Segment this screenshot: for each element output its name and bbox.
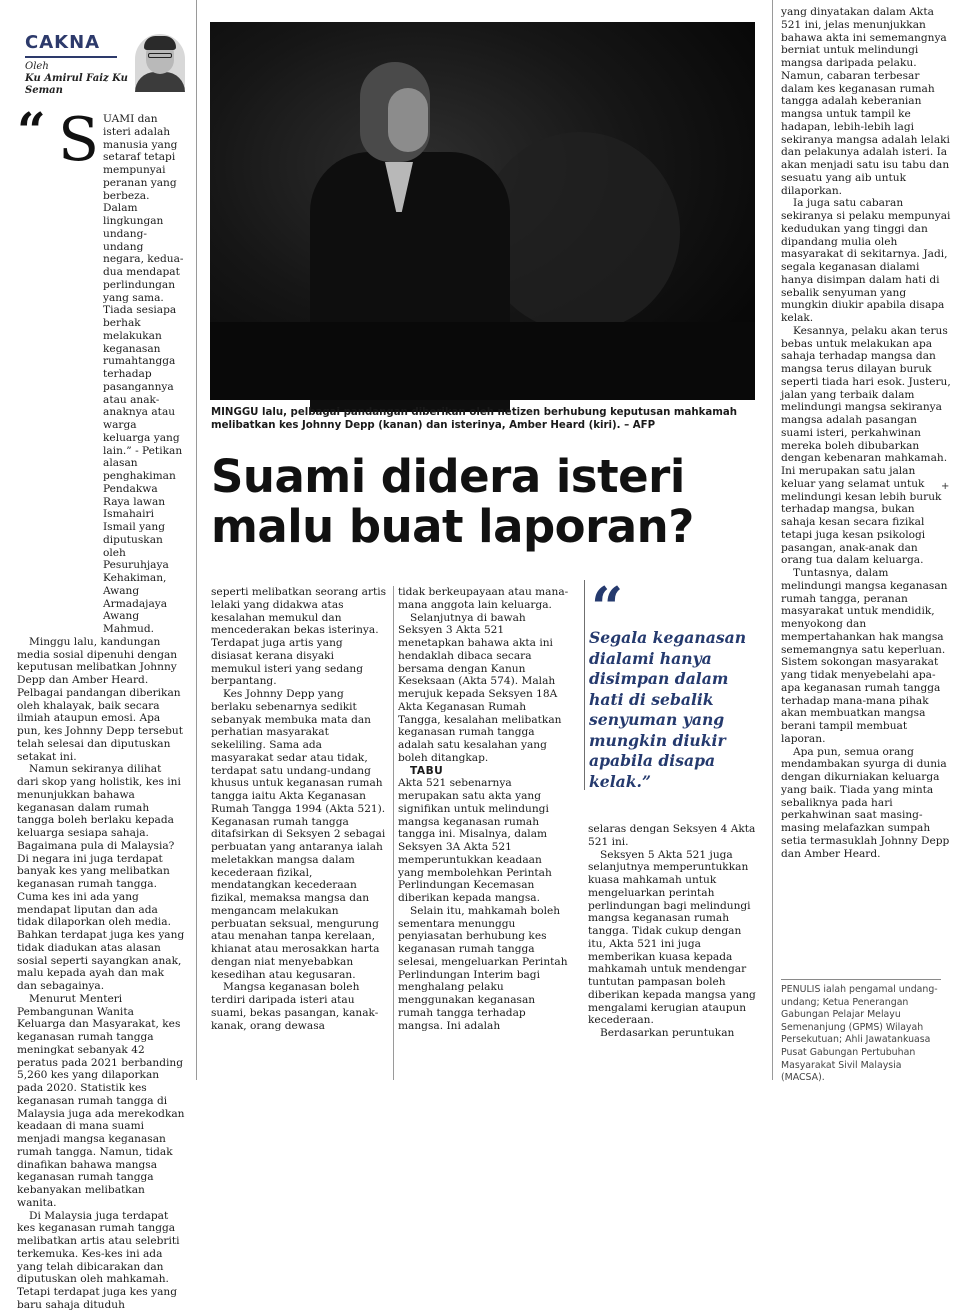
photo-blurred-figure [480, 132, 680, 332]
column-divider-1 [196, 0, 197, 1080]
pullquote: Segala keganasan dialami hanya disimpan dalam hati di sebalik senyuman yang mungkin diukir apabila disapa kelak.” [589, 628, 747, 791]
headline: Suami didera isteri malu buat laporan? [211, 450, 694, 553]
col3-para-3: Akta 521 sebenarnya merupakan satu akta yang signifikan untuk melindungi mangsa keganasan rumah tangga ini. Misalnya, dalam Seksyen 3A Akta 521 memperuntukkan keadaan yang membolehkan Perintah Perlindungan Kecemasan diberikan kepada mangsa. [398, 777, 552, 904]
photo-figure-face [388, 88, 428, 152]
registration-mark-icon: + [941, 481, 950, 492]
article-column-1 [17, 113, 185, 1312]
opening-quote-mark: “ [17, 101, 46, 160]
photo-caption: MINGGU lalu, pelbagai pandangan diberikan oleh netizen berhubung keputusan mahkamah melibatkan kes Johnny Depp (kanan) dan isterinya, Amber Heard (kiri). – AFP [211, 407, 738, 431]
column-divider-2 [393, 586, 394, 1080]
col5-para-1: yang dinyatakan dalam Akta 521 ini, jelas menunjukkan bahawa akta ini sememangnya berniat untuk melindungi mangsa daripada pelaku. Namun, cabaran terbesar dalam kes keganasan rumah tangga adalah keberanian mangsa untuk tampil ke hadapan, lebih-lebih lagi sekiranya mangsa adalah lelaki dan pelakunya adalah isteri. Ia akan menjadi satu isu tabu dan sesuatu yang aib untuk dilaporkan. [781, 6, 950, 197]
pullquote-rule [584, 580, 585, 790]
col4-para-2: Seksyen 5 Akta 521 juga selanjutnya memperuntukkan kuasa mahkamah untuk mengeluarkan perintah perlindungan bagi melindungi mangsa keganasan rumah tangga. Tidak cukup dengan itu, Akta 521 ini juga memberikan kuasa kepada mahkamah untuk mendengar tuntutan pampasan boleh diberikan kepada mangsa yang mengalami kerugian ataupun kecederaan. [588, 848, 756, 1027]
col2-para-1: seperti melibatkan seorang artis lelaki yang didakwa atas kesalahan memukul dan mencederakan bekas isterinya. Terdapat juga artis yang disiasat kerana disyaki memukul isteri yang sedang berpantang. [211, 586, 387, 688]
author-portrait-icon [135, 34, 185, 90]
byline [25, 61, 129, 97]
photo-foreground [210, 322, 755, 400]
col5-para-3: Kesannya, pelaku akan terus bebas untuk melakukan apa sahaja terhadap mangsa dan mangsa terus dilayan buruk seperti tiada hari esok. Justeru, jalan yang terbaik dalam melindungi mangsa sekiranya mangsa adalah pasangan suami isteri, perkahwinan mereka boleh dibubarkan dengan kebenaran mahkamah. Ini merupakan satu jalan keluar yang selamat untuk melindungi kesan lebih buruk terhadap mangsa, bukan sahaja kesan secara fizikal tetapi juga kesan psikologi pasangan, anak-anak dan orang tua dalam keluarga. [781, 324, 951, 567]
portrait-glasses [148, 53, 172, 58]
courtroom-photo-icon [210, 22, 755, 400]
column-header [17, 28, 183, 96]
col5-para-5: Apa pun, semua orang mendambakan syurga di dunia dengan dikurniakan keluarga yang baik. Tiada yang minta sebaliknya pada hari perkahwinan saat masing-masing melafazkan sumpah setia termasuklah Johnny Depp dan Amber Heard. [781, 745, 950, 860]
col3-para-2: Selanjutnya di bawah Seksyen 3 Akta 521 menetapkan bahawa akta ini hendaklah dibaca secara bersama dengan Kanun Keseksaan (Akta 574). Malah merujuk kepada Seksyen 18A Akta Keganasan Rumah Tangga, kesalahan melibatkan keganasan rumah tangga adalah satu kesalahan yang boleh ditangkap. [398, 611, 562, 764]
byline-prefix: Oleh [25, 61, 49, 72]
column-divider-3 [772, 0, 773, 1080]
col1-para-4: Menurut Menteri Pembangunan Wanita Keluarga dan Masyarakat, kes keganasan rumah tangga meningkat sebanyak 42 peratus pada 2021 berbanding 5,260 kes yang dilaporkan pada 2020. Statistik kes keganasan rumah tangga di Malaysia juga ada merekodkan keadaan di mana suami menjadi mangsa keganasan rumah tangga. Namun, tidak dinafikan bahawa mangsa keganasan rumah tangga kebanyakan melibatkan wanita. [17, 992, 185, 1209]
article-column-4 [588, 823, 760, 1040]
article-column-2 [211, 586, 387, 1032]
article-column-3 [398, 586, 570, 1032]
author-note: PENULIS ialah pengamal undang-undang; Ketua Penerangan Gabungan Pelajar Melayu Semenanjung (GPMS) Wilayah Persekutuan; Ahli Jawatankuasa Pusat Gabungan Pertubuhan Masyarakat Sivil Malaysia (MACSA). [781, 984, 938, 1084]
col1-para-3: Namun sekiranya dilihat dari skop yang holistik, kes ini menunjukkan bahawa keganasan dalam rumah tangga boleh berlaku kepada keluarga sesiapa sahaja. Bagaimana pula di Malaysia? Di negara ini juga terdapat banyak kes yang melibatkan keganasan rumah tangga. Cuma kes ini ada yang mendapat liputan dan ada tidak dilaporkan oleh media. Bahkan terdapat juga kes yang tidak diadukan atas alasan sosial seperti sayangkan anak, malu kepada ayah dan mak dan sebagainya. [17, 763, 185, 992]
subhead-tabu: TABU [410, 764, 444, 777]
col1-para-1: UAMI dan isteri adalah manusia yang setaraf tetapi mempunyai peranan yang berbeza. Dalam lingkungan undang-undang negara, kedua-dua mendapat perlindungan yang sama. Tiada sesiapa berhak melakukan keganasan rumahtangga terhadap pasangannya atau anak-anaknya atau warga keluarga yang lain.” - Petikan alasan penghakiman Pendakwa Raya lawan Ismahairi Ismail yang diputuskan oleh Pesuruhjaya Kehakiman, Awang Armadajaya Awang Mahmud. [103, 113, 184, 635]
col1-para-2: Minggu lalu, kandungan media sosial dipenuhi dengan keputusan melibatkan Johnny Depp dan Amber Heard. Pelbagai pandangan diberikan oleh khalayak, baik secara ilmiah ataupun emosi. Apa pun, kes Johnny Depp tersebut telah selesai dan diputuskan setakat ini. [17, 635, 183, 763]
col1-para-5: Di Malaysia juga terdapat kes keganasan rumah tangga melibatkan artis atau selebriti terkemuka. Kes-kes ini ada yang telah dibicarakan dan diputuskan oleh mahkamah. Tetapi terdapat juga kes yang baru sahaja dituduh [17, 1209, 180, 1311]
article-column-5 [781, 6, 951, 860]
col2-para-3: Mangsa keganasan boleh terdiri daripada isteri atau suami, bekas pasangan, kanak-kanak, orang dewasa [211, 981, 379, 1032]
pullquote-mark: “ [591, 575, 624, 641]
dropcap-letter: S [58, 105, 100, 175]
author-name: Ku Amirul Faiz Ku Seman [25, 73, 128, 96]
column-label-rule [25, 56, 117, 58]
col3-para-1: tidak berkeupayaan atau mana-mana anggota lain keluarga. [398, 586, 569, 611]
portrait-shoulders [135, 72, 185, 92]
col4-para-3: Berdasarkan peruntukan [600, 1027, 735, 1039]
col5-para-4: Tuntasnya, dalam melindungi mangsa keganasan rumah tangga, peranan masyarakat untuk mendidik, menyokong dan mempertahankan hak mangsa sememangnya satu keperluan. Sistem sokongan masyarakat yang tidak menyebelahi apa-apa keganasan rumah tangga terhadap mana-mana pihak akan membuatkan mangsa berani tampil membuat laporan. [781, 567, 948, 745]
col4-para-1: selaras dengan Seksyen 4 Akta 521 ini. [588, 823, 756, 848]
col3-para-4: Selain itu, mahkamah boleh sementara menunggu penyiasatan berhubung kes keganasan rumah tangga selesai, mengeluarkan Perintah Perlindungan Interim bagi menghalang pelaku menggunakan keganasan rumah tangga terhadap mangsa. Ini adalah [398, 904, 568, 1032]
col5-para-2: Ia juga satu cabaran sekiranya si pelaku mempunyai kedudukan yang tinggi dan dipandang mulia oleh masyarakat di sekitarnya. Jadi, segala keganasan dialami hanya disimpan dalam hati di sebalik senyuman yang mungkin diukir apabila disapa kelak. [781, 197, 951, 324]
column-label: CAKNA [25, 32, 101, 53]
author-note-rule [781, 979, 941, 980]
portrait-hair [144, 36, 176, 50]
col2-para-2: Kes Johnny Depp yang berlaku sebenarnya sedikit sebanyak membuka mata dan perhatian masyarakat sekeliling. Sama ada masyarakat sedar atau tidak, terdapat satu undang-undang khusus untuk keganasan rumah tangga iaitu Akta Keganasan Rumah Tangga 1994 (Akta 521). Keganasan rumah tangga ditafsirkan di Seksyen 2 sebagai perbuatan yang antaranya ialah meletakkan mangsa dalam kecederaan fizikal, mendatangkan kecederaan fizikal, memaksa mangsa dan mengancam melakukan perbuatan seksual, mengurung atau menahan tanpa kerelaan, khianat atau merosakkan harta dengan niat menyebabkan kesedihan atau kegusaran. [211, 688, 386, 981]
